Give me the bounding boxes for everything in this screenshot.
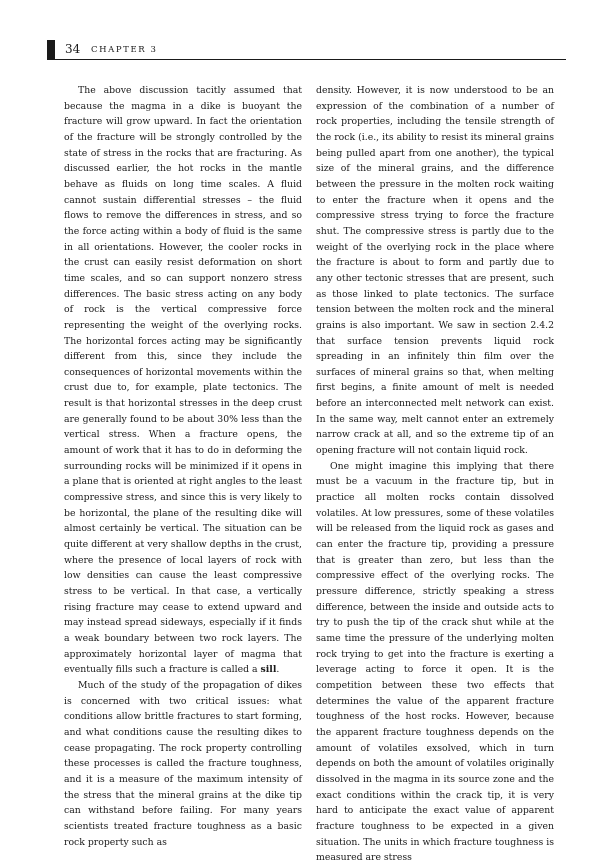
term-sill: sill [260, 664, 277, 676]
paragraph-text: The above discussion tacitly assumed that because the magma in a dike is buoyant the fracture will grow upward. In fact the orientation of the fracture will be strongly controlled by the state of stress in the rocks that are fracturing. As discussed earlier, the hot rocks in the mantle behave as fluids on long time scales. A fluid cannot sustain differential stresses – the fluid flows to remove the differences in stress, and so the force acting within a body of fluid is the same in all orientations. However, the cooler rocks in the crust can easily resist deformation on short time scales, and so can support nonzero stress differences. The basic stress acting on any body of rock is the vertical compressive force representing the weight of the overlying rocks. The horizontal forces acting may be significantly different from this, since they include the consequences of horizontal movements within the crust due to, for example, plate tectonics. The result is that horizontal stresses in the deep crust are generally found to be about 30% less than the vertical stress. When a fracture opens, the amount of work that it has to do in deforming the surrounding rocks will be minimized if it opens in a plane that is oriented at right angles to the least compressive stress, and since this is very likely to be horizontal, the plane of the resulting dike will almost certainly be vertical. The situation can be quite different at very shallow depths in the crust, where the presence of local layers of rock with low densities can cause the least compressive stress to be vertical. In that case, a vertically rising fracture may cease to extend upward and may instead spread sideways, especially if it finds a weak boundary between two rock layers. The approximately horizontal layer of magma that eventually fills such a fracture is called a [64, 85, 302, 676]
paragraph-volatiles: One might imagine this implying that there must be a vacuum in the fracture tip, but in practice all molten rocks contain dissolved volatiles. At low pressures, some of these volatiles will be released from the liquid rock as gases and can enter the fracture tip, providing a pressure that is greater than zero, but less than the compressive effect of the overlying rocks. The pressure difference, strictly speaking a stress difference, between the inside and outside acts to try to push the tip of the crack shut while at the same time the pressure of the underlying molten rock trying to get into the fracture is exerting a leverage acting to force it open. It is the competition between these two effects that determines the value of the apparent fracture toughness of the host rocks. However, because the apparent fracture toughness depends on the amount of volatiles exsolved, which in turn depends on both the amount of volatiles originally dissolved in the magma in its source zone and the exact conditions within the crack tip, it is very hard to anticipate the exact value of apparent fracture toughness to be expected in a given situation. The units in which fracture toughness is measured are stress [316, 460, 554, 864]
running-header [47, 40, 567, 60]
page-number: 34 [65, 42, 81, 56]
header-bar [47, 40, 55, 60]
paragraph-propagation: Much of the study of the propagation of dikes is concerned with two critical issues: what conditions allow brittle fractures to start forming, and what conditions cause the resulting dikes to cease propagating. The rock property controlling these processes is called the fracture toughness, and it is a measure of the maximum intensity of the stress that the mineral grains at the dike tip can withstand before failing. For many years scientists treated fracture toughness as a basic rock property such as [64, 679, 302, 848]
header-rule [55, 59, 566, 60]
chapter-label: CHAPTER 3 [91, 45, 158, 55]
paragraph-end: . [276, 664, 280, 676]
paragraph-sill [64, 83, 302, 678]
right-column [316, 83, 554, 866]
left-column [64, 83, 302, 850]
paragraph-continued: density. However, it is now understood to be an expression of the combination of a number of rock properties, including the tensile strength of the rock (i.e., its ability to resist its mineral grains being pulled apart from one another), the typical size of the mineral grains, and the difference between the pressure in the molten rock waiting to enter the fracture when it opens and the compressive stress trying to force the fracture shut. The compressive stress is partly due to the weight of the overlying rock in the place where the fracture is about to form and partly due to any other tectonic stresses that are present, such as those linked to plate tectonics. The surface tension between the molten rock and the mineral grains is also important. We saw in section 2.4.2 that surface tension prevents liquid rock spreading in an infinitely thin film over the surfaces of mineral grains so that, when melting first begins, a finite amount of melt is needed before an interconnected melt network can exist. In the same way, melt cannot enter an extremely narrow crack at all, and so the extreme tip of an opening fracture will not contain liquid rock. [316, 85, 554, 457]
